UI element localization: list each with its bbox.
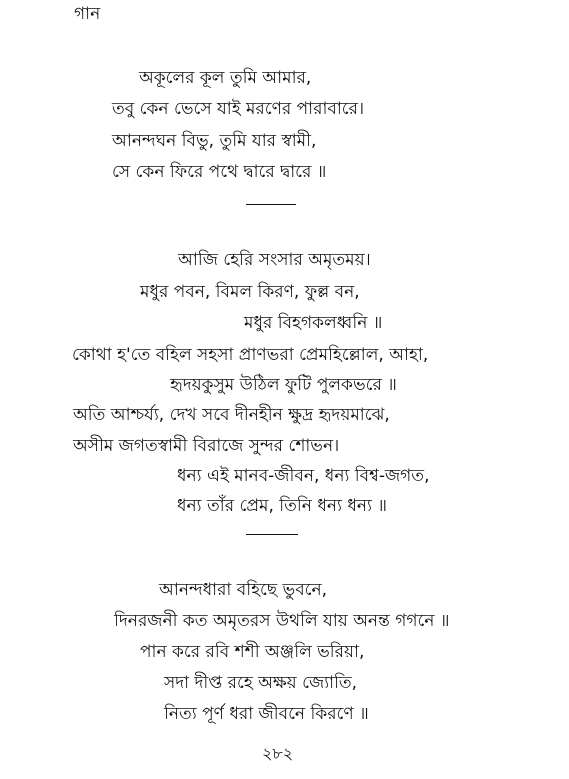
song-2-line-4: কোথা হ'তে বহিল সহসা প্রাণভরা প্রেমহিল্লোল, আহা,	[72, 345, 429, 365]
section-divider-2	[246, 534, 298, 535]
song-3-line-5: নিত্য পূর্ণ ধরা জীবনে কিরণে ॥	[164, 704, 369, 724]
song-3-line-1: আনন্দধারা বহিছে ভুবনে,	[159, 580, 328, 600]
song-2-line-5: হৃদয়কুসুম উঠিল ফুটি পুলকভরে ॥	[170, 375, 397, 395]
page-number: ২৮২	[262, 744, 294, 763]
song-2-line-2: মধুর পবন, বিমল কিরণ, ফুল্ল বন,	[140, 282, 360, 302]
song-1-line-4: সে কেন ফিরে পথে দ্বারে দ্বারে ॥	[112, 162, 327, 182]
song-2-line-8: ধন্য এই মানব-জীবন, ধন্য বিশ্ব-জগত,	[177, 466, 430, 486]
song-3-line-2: দিনরজনী কত অমৃতরস উথলি যায় অনন্ত গগনে ॥	[114, 611, 450, 631]
song-3-line-3: পান করে রবি শশী অঞ্জলি ভরিয়া,	[140, 642, 365, 662]
section-divider	[246, 204, 296, 205]
song-1-line-1: অকূলের কূল তুমি আমার,	[139, 68, 312, 88]
song-1-line-3: আনন্দঘন বিভু, তুমি যার স্বামী,	[112, 131, 317, 151]
song-1-line-2: তবু কেন ভেসে যাই মরণের পারাবারে।	[112, 99, 365, 119]
song-3-line-4: সদা দীপ্ত রহে অক্ষয় জ্যোতি,	[164, 673, 358, 693]
song-2-line-6: অতি আশ্চর্য্য, দেখ সবে দীনহীন ক্ষুদ্র হৃদয়মাঝে,	[73, 405, 390, 425]
page-header: গান	[74, 4, 101, 24]
song-2-line-1: আজি হেরি সংসার অমৃতময়।	[178, 250, 371, 270]
song-2-line-3: মধুর বিহগকলধ্বনি ॥	[244, 313, 383, 333]
song-2-line-9: ধন্য তাঁর প্রেম, তিনি ধন্য ধন্য ॥	[177, 496, 387, 516]
song-2-line-7: অসীম জগতস্বামী বিরাজে সুন্দর শোভন।	[73, 436, 340, 456]
